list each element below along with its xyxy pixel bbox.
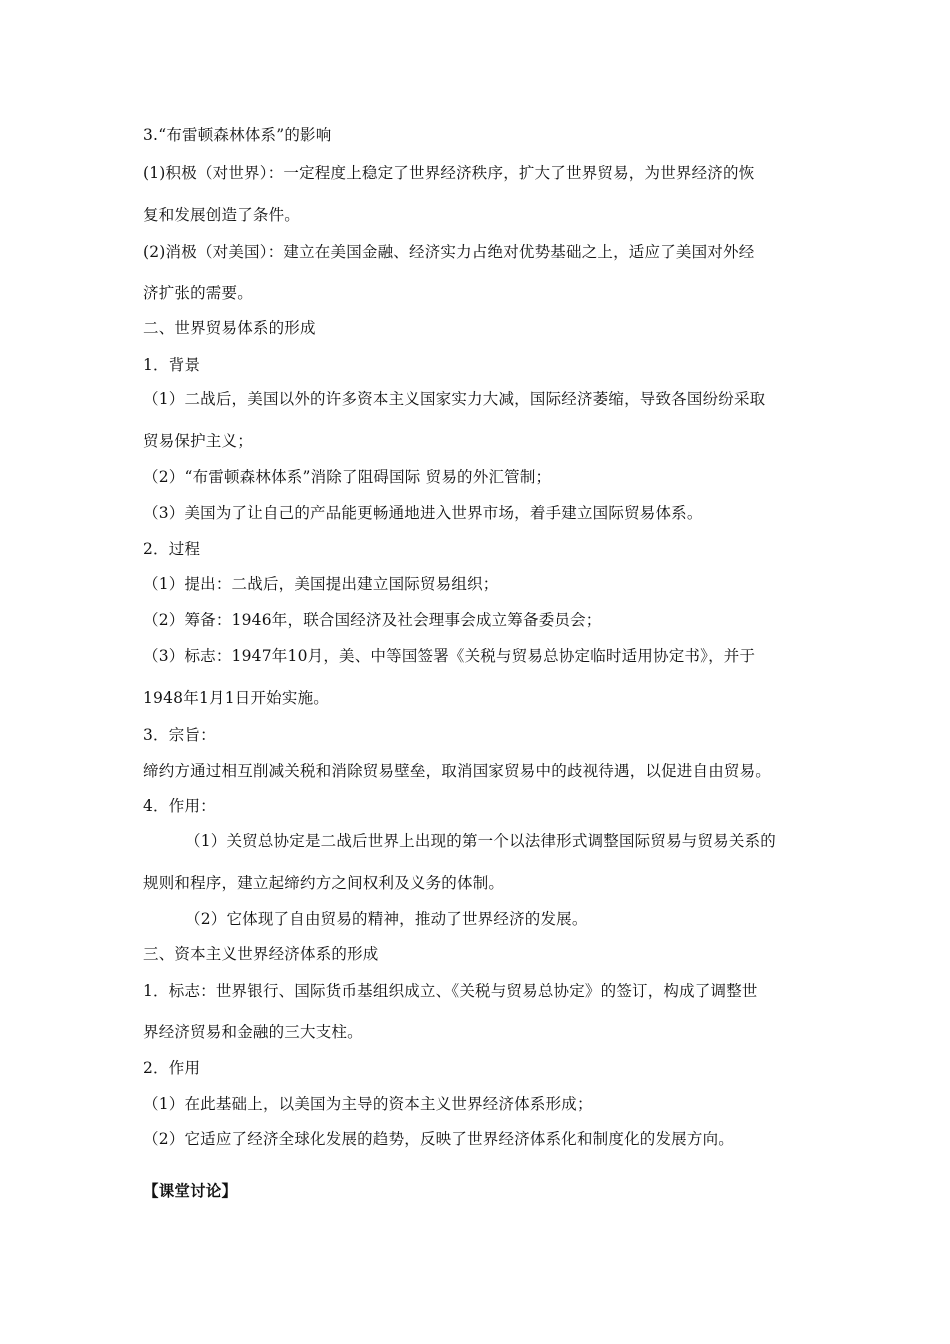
paragraph-line: （1）提出：二战后，美国提出建立国际贸易组织； xyxy=(143,575,499,593)
paragraph-line: （2）它体现了自由贸易的精神，推动了世界经济的发展。 xyxy=(185,910,588,928)
paragraph-line: （2）它适应了经济全球化发展的趋势，反映了世界经济体系化和制度化的发展方向。 xyxy=(143,1130,734,1148)
subheading: 3．宗旨： xyxy=(143,726,216,744)
paragraph-line: （1）关贸总协定是二战后世界上出现的第一个以法律形式调整国际贸易与贸易关系的 xyxy=(185,832,776,850)
section-heading: 三、资本主义世界经济体系的形成 xyxy=(143,945,379,963)
paragraph-line: （3）美国为了让自己的产品能更畅通地进入世界市场，着手建立国际贸易体系。 xyxy=(143,504,703,522)
paragraph-line: (1)积极（对世界）：一定程度上稳定了世界经济秩序，扩大了世界贸易，为世界经济的恢 xyxy=(143,164,755,182)
paragraph-line: 复和发展创造了条件。 xyxy=(143,206,301,224)
paragraph-line: 缔约方通过相互削减关税和消除贸易壁垒，取消国家贸易中的歧视待遇，以促进自由贸易。 xyxy=(143,762,772,780)
subheading: 4．作用： xyxy=(143,797,216,815)
paragraph-line: (2)消极（对美国）：建立在美国金融、经济实力占绝对优势基础之上，适应了美国对外经 xyxy=(143,243,755,261)
subheading: 1．背景 xyxy=(143,356,201,374)
heading-bretton-woods-impact: 3.“布雷顿森林体系”的影响 xyxy=(143,126,332,144)
paragraph-line: 规则和程序，建立起缔约方之间权利及义务的体制。 xyxy=(143,874,505,892)
paragraph-line: 济扩张的需要。 xyxy=(143,284,253,302)
paragraph-line: （1）在此基础上，以美国为主导的资本主义世界经济体系形成； xyxy=(143,1095,593,1113)
class-discussion-heading: 【课堂讨论】 xyxy=(143,1182,238,1200)
subheading: 2．作用 xyxy=(143,1059,201,1077)
paragraph-line: 界经济贸易和金融的三大支柱。 xyxy=(143,1023,363,1041)
paragraph-line: （3）标志：1947年10月，美、中等国签署《关税与贸易总协定临时适用协定书》，并于 xyxy=(143,647,756,665)
section-heading: 二、世界贸易体系的形成 xyxy=(143,319,316,337)
paragraph-line: （2）“布雷顿森林体系”消除了阻碍国际 贸易的外汇管制； xyxy=(143,468,552,486)
paragraph-line: 1．标志：世界银行、国际货币基组织成立、《关税与贸易总协定》的签订，构成了调整世 xyxy=(143,982,758,1000)
paragraph-line: 贸易保护主义； xyxy=(143,432,253,450)
subheading: 2．过程 xyxy=(143,540,201,558)
paragraph-line: （1）二战后，美国以外的许多资本主义国家实力大减，国际经济萎缩，导致各国纷纷采取 xyxy=(143,390,766,408)
paragraph-line: 1948年1月1日开始实施。 xyxy=(143,689,329,707)
paragraph-line: （2）筹备：1946年，联合国经济及社会理事会成立筹备委员会； xyxy=(143,611,602,629)
